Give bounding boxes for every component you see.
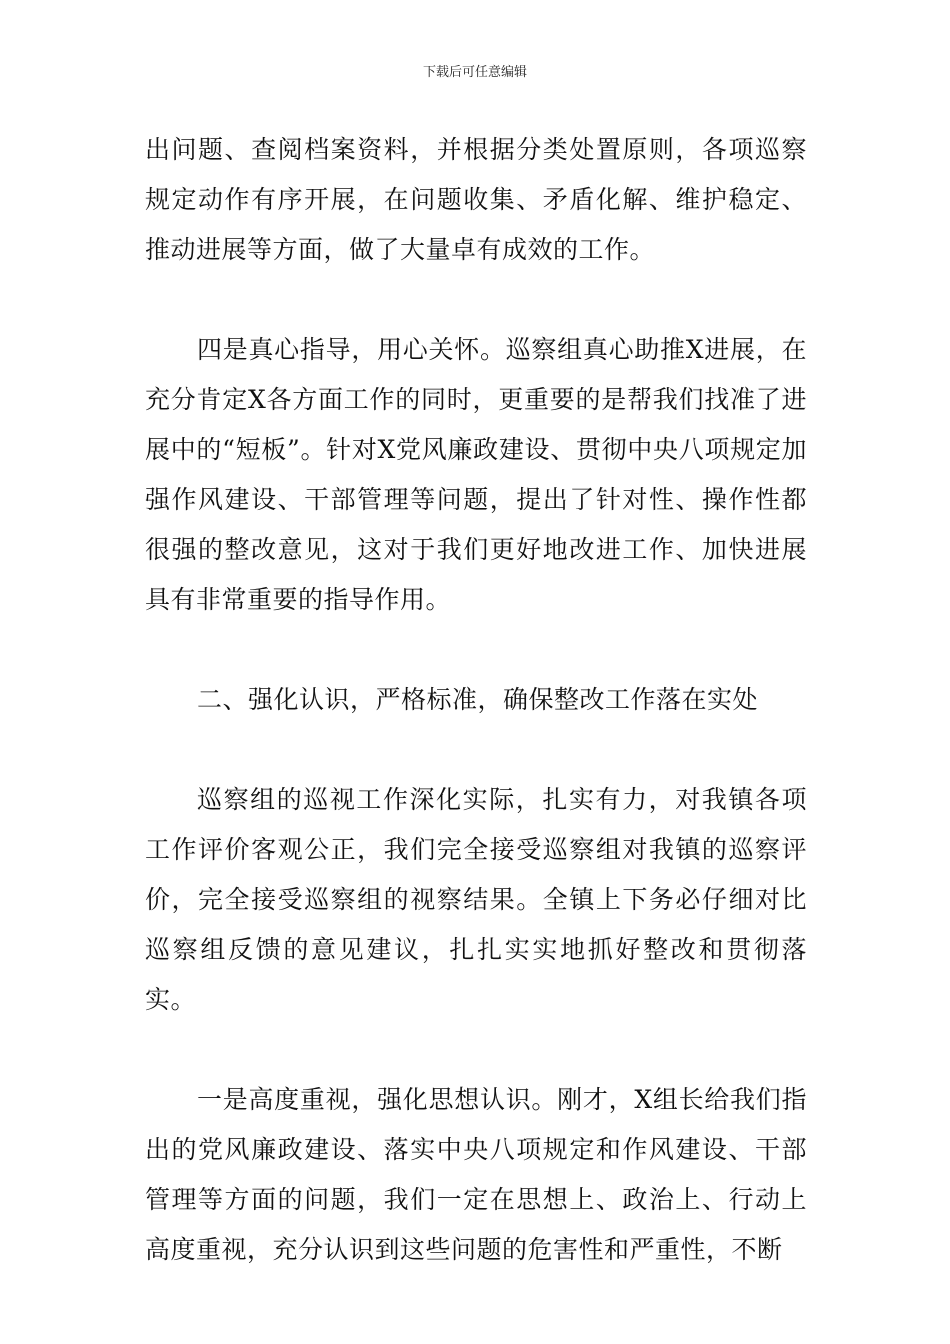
paragraph-point-four: 四是真心指导，用心关怀。巡察组真心助推X进展，在充分肯定X各方面工作的同时，更重要的是帮我们找准了进展中的“短板”。针对X党风廉政建设、贯彻中央八项规定加强作风建设、干部管理等问题，提出了针对性、操作性都很强的整改意见，这对于我们更好地改进工作、加快进展具有非常重要的指导作用。 (145, 335, 807, 614)
paragraph-continuation: 出问题、查阅档案资料，并根据分类处置原则，各项巡察规定动作有序开展，在问题收集、矛盾化解、维护稳定、推动进展等方面，做了大量卓有成效的工作。 (145, 135, 807, 264)
paragraph-inspection-evaluation: 巡察组的巡视工作深化实际，扎实有力，对我镇各项工作评价客观公正，我们完全接受巡察组对我镇的巡察评价，完全接受巡察组的视察结果。全镇上下务必仔细对比巡察组反馈的意见建议，扎扎实实地抓好整改和贯彻落实。 (145, 785, 807, 1014)
page-header-note: 下载后可任意编辑 (422, 65, 527, 80)
paragraph-point-one: 一是高度重视，强化思想认识。刚才，X组长给我们指出的党风廉政建设、落实中央八项规定和作风建设、干部管理等方面的问题，我们一定在思想上、政治上、行动上高度重视，充分认识到这些问题的危害性和严重性，不断 (145, 1085, 807, 1264)
document-body (145, 125, 807, 1275)
section-heading-two: 二、强化认识，严格标准，确保整改工作落在实处 (197, 685, 759, 714)
